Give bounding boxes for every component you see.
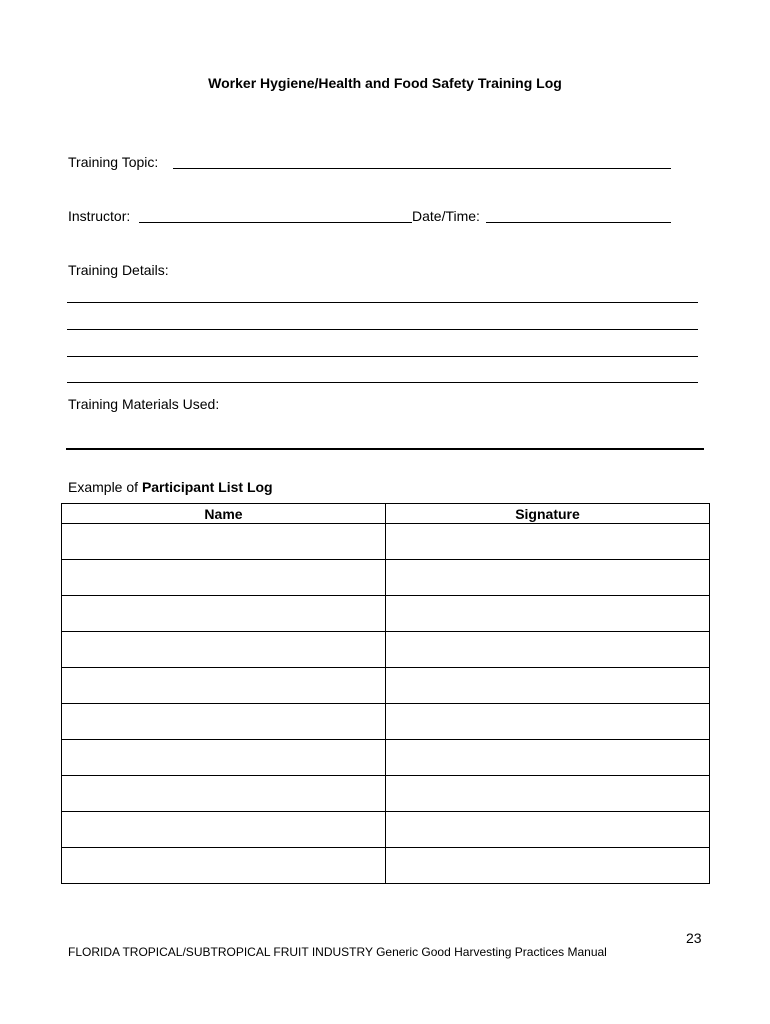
- table-row: [62, 704, 710, 740]
- training-details-line-2[interactable]: [67, 329, 698, 330]
- materials-label: Training Materials Used:: [68, 396, 220, 412]
- page-number: 23: [686, 930, 702, 946]
- signature-cell[interactable]: [386, 740, 710, 776]
- training-details-line-4[interactable]: [67, 382, 698, 383]
- footer-text: FLORIDA TROPICAL/SUBTROPICAL FRUIT INDUSTRY Generic Good Harvesting Practices Manual: [68, 945, 607, 959]
- table-row: [62, 812, 710, 848]
- name-cell[interactable]: [62, 776, 386, 812]
- participant-list-heading: [68, 479, 273, 495]
- signature-cell[interactable]: [386, 560, 710, 596]
- datetime-label: Date/Time:: [412, 208, 480, 224]
- page-title: Worker Hygiene/Health and Food Safety Training Log: [208, 75, 562, 91]
- table-row: [62, 632, 710, 668]
- name-cell[interactable]: [62, 812, 386, 848]
- table-row: [62, 776, 710, 812]
- signature-cell[interactable]: [386, 524, 710, 560]
- table-header-row: [62, 504, 710, 524]
- participant-list-bold: Participant List Log: [141, 479, 273, 495]
- datetime-field[interactable]: [486, 222, 671, 223]
- participant-list-prefix: Example of: [68, 479, 142, 495]
- name-cell[interactable]: [62, 596, 386, 632]
- signature-cell[interactable]: [386, 668, 710, 704]
- signature-column-header: Signature: [386, 504, 710, 524]
- participant-table: [61, 503, 710, 884]
- name-cell[interactable]: [62, 668, 386, 704]
- instructor-label: Instructor:: [68, 208, 131, 224]
- name-cell[interactable]: [62, 848, 386, 884]
- training-details-line-3[interactable]: [67, 356, 698, 357]
- table-row: [62, 524, 710, 560]
- table-row: [62, 560, 710, 596]
- materials-field[interactable]: [66, 448, 704, 450]
- signature-cell[interactable]: [386, 704, 710, 740]
- training-topic-field[interactable]: [173, 168, 671, 169]
- instructor-field[interactable]: [139, 222, 412, 223]
- table-row: [62, 740, 710, 776]
- name-cell[interactable]: [62, 524, 386, 560]
- table-row: [62, 848, 710, 884]
- name-cell[interactable]: [62, 740, 386, 776]
- signature-cell[interactable]: [386, 596, 710, 632]
- name-cell[interactable]: [62, 560, 386, 596]
- signature-cell[interactable]: [386, 776, 710, 812]
- signature-cell[interactable]: [386, 848, 710, 884]
- name-column-header: Name: [62, 504, 386, 524]
- name-cell[interactable]: [62, 704, 386, 740]
- signature-cell[interactable]: [386, 632, 710, 668]
- training-topic-label: Training Topic:: [68, 154, 159, 170]
- name-cell[interactable]: [62, 632, 386, 668]
- table-row: [62, 668, 710, 704]
- table-row: [62, 596, 710, 632]
- training-details-label: Training Details:: [68, 262, 169, 278]
- signature-cell[interactable]: [386, 812, 710, 848]
- training-details-line-1[interactable]: [67, 302, 698, 303]
